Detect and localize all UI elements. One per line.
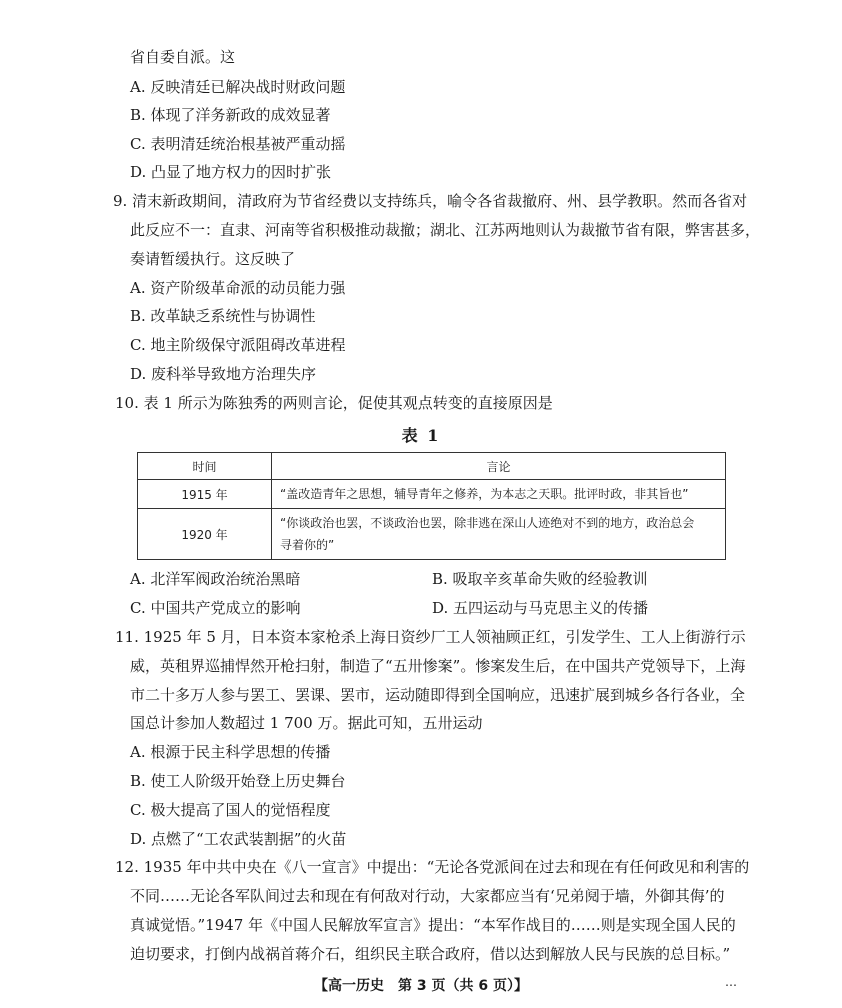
table-cell-year: 1915 年: [138, 480, 272, 509]
corner-mark: …: [725, 975, 737, 989]
q12-stem-line-1: 12. 1935 年中共中央在《八一宣言》中提出：“无论各党派间在过去和现在有任何政见和利害的: [115, 858, 750, 876]
table-row: [138, 509, 726, 560]
q11-option-b: B. 使工人阶级开始登上历史舞台: [130, 772, 346, 790]
quote-line: “盖改造青年之思想，辅导青年之修养，为本志之天职。批评时政，非其旨也”: [280, 487, 689, 501]
q9-stem-line-1: 9. 清末新政期间，清政府为节省经费以支持练兵，喻令各省裁撤府、州、县学教职。然而各省对: [113, 192, 748, 210]
q12-stem-line-3: 真诚觉悟。”1947 年《中国人民解放军宣言》提出：“本军作战目的……则是实现全国人民的: [130, 916, 736, 934]
q11-stem-line-3: 市二十多万人参与罢工、罢课、罢市，运动随即得到全国响应，迅速扩展到城乡各行各业，全: [130, 686, 746, 704]
q11-option-c: C. 极大提高了国人的觉悟程度: [130, 801, 331, 819]
q10-option-c: C. 中国共产党成立的影响: [130, 599, 301, 617]
q10-option-b: B. 吸取辛亥革命失败的经验教训: [432, 570, 648, 588]
q8-option-b: B. 体现了洋务新政的成效显著: [130, 106, 331, 124]
table-row: [138, 480, 726, 509]
quote-table: [137, 452, 726, 560]
q8-stem-tail: 省自委自派。这: [130, 48, 236, 66]
q11-option-a: A. 根源于民主科学思想的传播: [130, 743, 331, 761]
table-header-row: [138, 453, 726, 480]
table-cell-quote: [272, 509, 726, 560]
q8-option-a: A. 反映清廷已解决战时财政问题: [130, 78, 346, 96]
q10-stem: 10. 表 1 所示为陈独秀的两则言论，促使其观点转变的直接原因是: [115, 394, 553, 412]
q8-option-d: D. 凸显了地方权力的因时扩张: [130, 163, 332, 181]
q9-stem-line-3: 奏请暂缓执行。这反映了: [130, 250, 296, 268]
table-header-speech: 言论: [272, 453, 726, 480]
q8-option-c: C. 表明清廷统治根基被严重动摇: [130, 135, 346, 153]
table-cell-quote: [272, 480, 726, 509]
table-cell-year: 1920 年: [138, 509, 272, 560]
q11-stem-line-2: 威，英租界巡捕悍然开枪扫射，制造了“五卅惨案”。惨案发生后，在中国共产党领导下，上海: [130, 657, 746, 675]
quote-line: 寻着你的”: [280, 538, 335, 552]
q11-option-d: D. 点燃了“工农武装割据”的火苗: [130, 830, 347, 848]
q12-stem-line-2: 不同……无论各军队间过去和现在有何敌对行动，大家都应当有‘兄弟阋于墙，外御其侮’的: [130, 887, 725, 905]
q11-stem-line-4: 国总计参加人数超过 1 700 万。据此可知，五卅运动: [130, 714, 483, 732]
q10-option-a: A. 北洋军阀政治统治黑暗: [130, 570, 301, 588]
q12-stem-line-4: 迫切要求，打倒内战祸首蒋介石，组织民主联合政府，借以达到解放人民与民族的总目标。”: [130, 945, 731, 963]
q10-option-d: D. 五四运动与马克思主义的传播: [432, 599, 649, 617]
q9-option-b: B. 改革缺乏系统性与协调性: [130, 307, 316, 325]
q9-option-a: A. 资产阶级革命派的动员能力强: [130, 279, 346, 297]
table-header-time: 时间: [138, 453, 272, 480]
page-footer: 【高一历史 第 3 页（共 6 页）】: [314, 978, 528, 994]
q9-stem-line-2: 此反应不一：直隶、河南等省积极推动裁撤；湖北、江苏两地则认为裁撤节省有限，弊害甚多，: [130, 221, 761, 239]
q11-stem-line-1: 11. 1925 年 5 月，日本资本家枪杀上海日资纱厂工人领袖顾正红，引发学生、工人上街游行示: [115, 628, 746, 646]
table-caption: 表 1: [401, 426, 441, 445]
quote-line: “你谈政治也罢，不谈政治也罢，除非逃在深山人迹绝对不到的地方，政治总会: [280, 516, 695, 530]
q9-option-d: D. 废科举导致地方治理失序: [130, 365, 317, 383]
q9-option-c: C. 地主阶级保守派阻碍改革进程: [130, 336, 346, 354]
